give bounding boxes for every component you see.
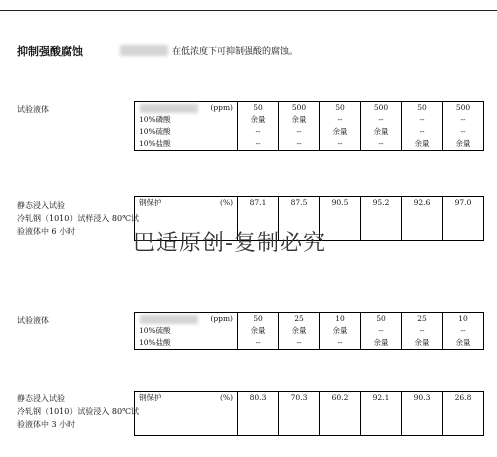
composition-table-2 [134, 312, 484, 350]
cell-value: 余量 [455, 139, 471, 148]
result-value: 80.3 [249, 393, 267, 402]
cell-value: -- [460, 127, 466, 136]
steel-protection-label: 钢保护 [139, 198, 162, 207]
cell-value: 余量 [291, 115, 307, 124]
cell-value: -- [337, 338, 343, 347]
cell-value: 余量 [332, 127, 348, 136]
data-column [238, 102, 279, 151]
data-column [279, 313, 320, 350]
cell-value: -- [337, 139, 343, 148]
redacted-product-name [120, 45, 168, 56]
cell-value: 余量 [373, 127, 389, 136]
data-column [279, 102, 320, 151]
unit-ppm: (ppm) [210, 103, 233, 112]
cell-value: -- [255, 338, 261, 347]
result-value: 60.2 [331, 393, 349, 402]
test-description-line: 静态浸入试验 [17, 201, 65, 210]
redacted-product-name [140, 315, 198, 324]
test-description-line: 静态浸入试验 [17, 394, 65, 403]
ppm-value: 50 [335, 103, 345, 112]
data-column [320, 102, 361, 151]
unit-percent: (%) [220, 393, 233, 402]
test-description-line: 冷轧钢（1010）试样浸入 80℃试 [17, 214, 140, 223]
ppm-value: 50 [376, 314, 386, 323]
cell-value: -- [296, 338, 302, 347]
cell-value: -- [460, 115, 466, 124]
row-label: 10%硫酸 [139, 326, 171, 335]
ppm-value: 25 [294, 314, 304, 323]
ppm-value: 500 [455, 103, 471, 112]
data-column [402, 313, 443, 350]
test-liquid-label-2: 试验液体 [17, 316, 49, 325]
cell-value: 余量 [250, 115, 266, 124]
cell-value: -- [378, 326, 384, 335]
cell-value: -- [337, 115, 343, 124]
result-header-cell [135, 392, 238, 436]
result-value: 87.1 [249, 198, 267, 207]
composition-header-cell [135, 313, 238, 350]
test-description-1 [17, 199, 139, 238]
cell-value: 余量 [250, 326, 266, 335]
ppm-value: 10 [335, 314, 345, 323]
result-value: 87.5 [290, 198, 308, 207]
composition-table-1 [134, 101, 484, 151]
ppm-value: 50 [253, 103, 263, 112]
cell-value: -- [460, 326, 466, 335]
composition-header-cell [135, 102, 238, 151]
data-column [402, 102, 443, 151]
test-description-line: 验液体中 3 小时 [17, 420, 76, 429]
result-value: 97.0 [454, 198, 472, 207]
ppm-value: 10 [458, 314, 468, 323]
cell-value: 余量 [332, 326, 348, 335]
cell-value: -- [378, 139, 384, 148]
cell-value: -- [419, 115, 425, 124]
test-description-2 [17, 392, 139, 431]
test-description-line: 冷轧钢（1010）试验浸入 80℃试 [17, 407, 140, 416]
cell-value: -- [255, 139, 261, 148]
ppm-value: 500 [291, 103, 307, 112]
data-column [361, 313, 402, 350]
test-description-line: 验液体中 6 小时 [17, 227, 76, 236]
cell-value: -- [255, 127, 261, 136]
cell-value: 余量 [414, 338, 430, 347]
data-column [443, 102, 484, 151]
row-label: 10%磷酸 [139, 115, 171, 124]
result-value: 90.5 [331, 198, 349, 207]
ppm-value: 25 [417, 314, 427, 323]
data-column [443, 313, 484, 350]
cell-value: -- [378, 115, 384, 124]
steel-protection-label: 钢保护 [139, 393, 162, 402]
unit-percent: (%) [220, 198, 233, 207]
heading-description: 在低浓度下可抑制强酸的腐蚀。 [172, 47, 299, 57]
result-value: 70.3 [290, 393, 308, 402]
cell-value: -- [419, 127, 425, 136]
row-label: 10%硫酸 [139, 127, 171, 136]
result-value: 90.3 [413, 393, 431, 402]
data-column [361, 102, 402, 151]
redacted-product-name [140, 104, 198, 113]
cell-value: 余量 [291, 326, 307, 335]
data-column [238, 313, 279, 350]
section-heading: 抑制强酸腐蚀 [17, 45, 83, 58]
cell-value: 余量 [414, 139, 430, 148]
cell-value: 余量 [373, 338, 389, 347]
result-value: 92.6 [413, 198, 431, 207]
row-label: 10%盐酸 [139, 338, 171, 347]
cell-value: 余量 [455, 338, 471, 347]
cell-value: -- [296, 139, 302, 148]
top-rule [0, 10, 497, 11]
ppm-value: 500 [373, 103, 389, 112]
result-table-2 [134, 391, 484, 436]
unit-ppm: (ppm) [210, 314, 233, 323]
cell-value: -- [296, 127, 302, 136]
ppm-value: 50 [417, 103, 427, 112]
result-value: 95.2 [372, 198, 390, 207]
result-value: 92.1 [372, 393, 390, 402]
row-label: 10%盐酸 [139, 139, 171, 148]
test-liquid-label-1: 试验液体 [17, 105, 49, 114]
cell-value: -- [419, 326, 425, 335]
ppm-value: 50 [253, 314, 263, 323]
watermark-text: 巴适原创-复制必究 [133, 231, 326, 256]
result-value: 26.8 [454, 393, 472, 402]
data-column [320, 313, 361, 350]
